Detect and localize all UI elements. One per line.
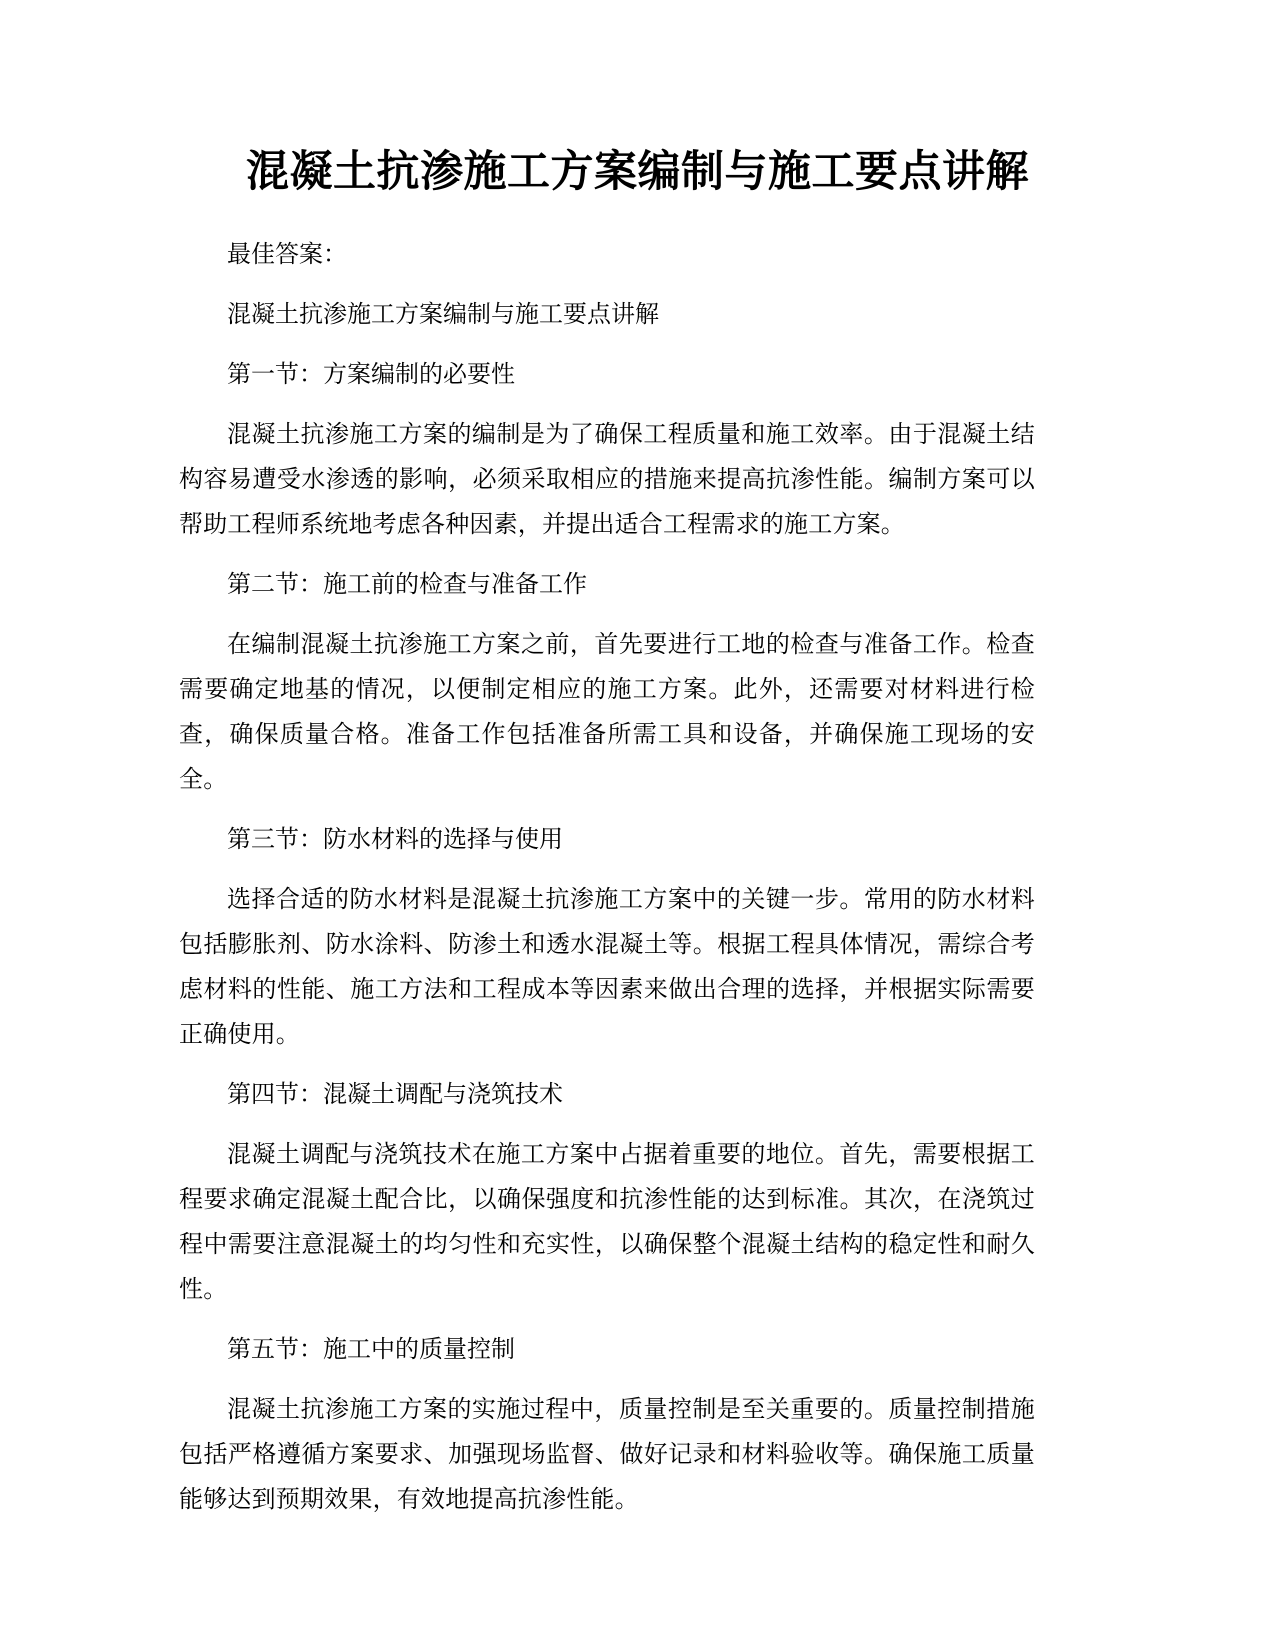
section-heading-2: 第二节：施工前的检查与准备工作 (227, 570, 587, 598)
section-heading-4: 第四节：混凝土调配与浇筑技术 (227, 1080, 563, 1108)
document-title: 混凝土抗渗施工方案编制与施工要点讲解 (246, 147, 1029, 197)
section-heading-3: 第三节：防水材料的选择与使用 (227, 825, 563, 853)
document-subtitle: 混凝土抗渗施工方案编制与施工要点讲解 (227, 300, 659, 328)
document-body (179, 232, 1035, 1537)
section-paragraph-3: 选择合适的防水材料是混凝土抗渗施工方案中的关键一步。常用的防水材料包括膨胀剂、防水涂料、防渗土和透水混凝土等。根据工程具体情况，需综合考虑材料的性能、施工方法和工程成本等因素来做出合理的选择，并根据实际需要正确使用。 (179, 885, 1035, 1048)
section-heading-1: 第一节：方案编制的必要性 (227, 360, 515, 388)
intro-label: 最佳答案： (227, 240, 347, 268)
section-paragraph-2: 在编制混凝土抗渗施工方案之前，首先要进行工地的检查与准备工作。检查需要确定地基的情况，以便制定相应的施工方案。此外，还需要对材料进行检查，确保质量合格。准备工作包括准备所需工具和设备，并确保施工现场的安全。 (179, 630, 1035, 793)
section-paragraph-4: 混凝土调配与浇筑技术在施工方案中占据着重要的地位。首先，需要根据工程要求确定混凝土配合比，以确保强度和抗渗性能的达到标准。其次，在浇筑过程中需要注意混凝土的均匀性和充实性，以确保整个混凝土结构的稳定性和耐久性。 (179, 1140, 1035, 1303)
section-heading-5: 第五节：施工中的质量控制 (227, 1335, 515, 1363)
section-paragraph-5: 混凝土抗渗施工方案的实施过程中，质量控制是至关重要的。质量控制措施包括严格遵循方案要求、加强现场监督、做好记录和材料验收等。确保施工质量能够达到预期效果，有效地提高抗渗性能。 (179, 1395, 1035, 1513)
section-paragraph-1: 混凝土抗渗施工方案的编制是为了确保工程质量和施工效率。由于混凝土结构容易遭受水渗透的影响，必须采取相应的措施来提高抗渗性能。编制方案可以帮助工程师系统地考虑各种因素，并提出适合工程需求的施工方案。 (179, 420, 1035, 538)
